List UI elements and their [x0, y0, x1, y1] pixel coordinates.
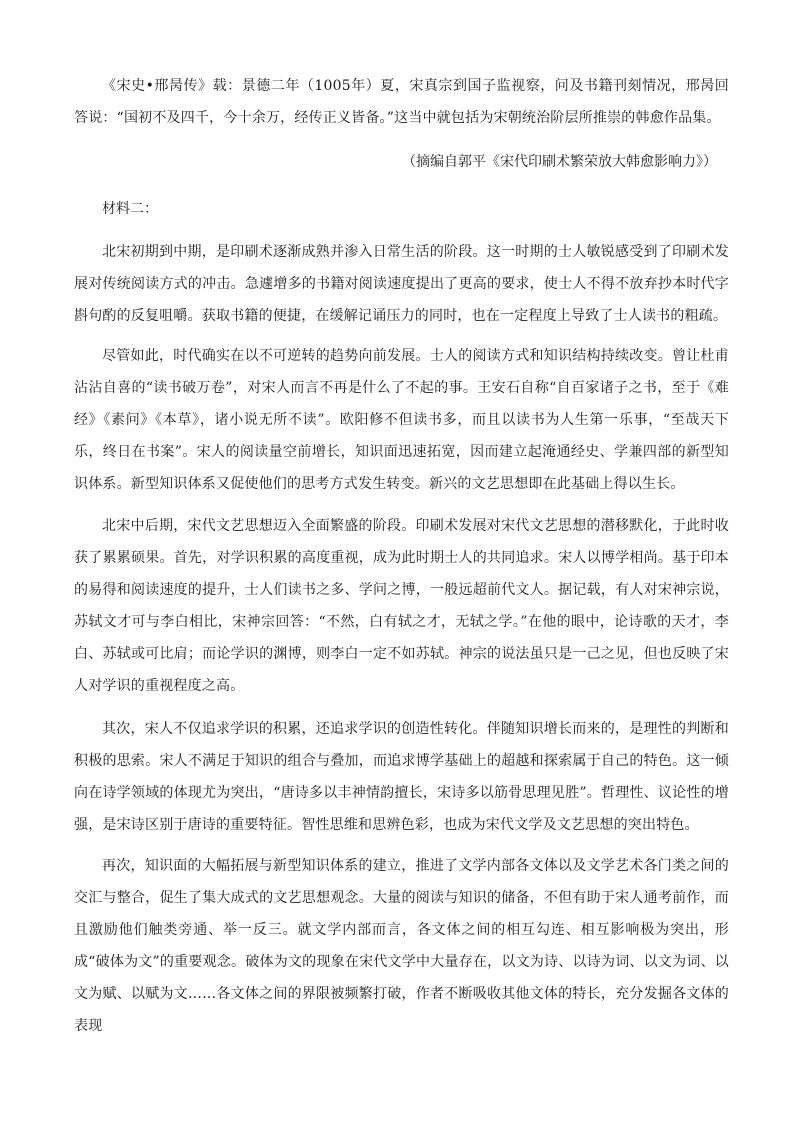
- paragraph-4: 北宋中后期，宋代文艺思想迈入全面繁盛的阶段。印刷术发展对宋代文艺思想的潜移默化，于此时收获了累累硕果。首先，对学识积累的高度重视，成为此时期士人的共同追求。宋人以博学相尚。基于印本的易得和阅读速度的提升，士人们读书之多、学问之博，一般远超前代文人。据记载，有人对宋神宗说，苏轼文才可与李白相比，宋神宗回答：“不然，白有轼之才，无轼之学。”在他的眼中，论诗歌的天才，李白、苏轼或可比肩；而论学识的渊博，则李白一定不如苏轼。神宗的说法虽只是一己之见，但也反映了宋人对学识的重视程度之高。: [74, 518, 729, 694]
- material-2-heading: 材料二：: [102, 201, 158, 217]
- paragraph-1: 《宋史•邢昺传》载：景德二年（1005年）夏，宋真宗到国子监视察，问及书籍刊刻情况，邢昺回答说：“国初不及四千，今十余万，经传正义皆备。”这当中就包括为宋朝统治阶层所推崇的韩愈作品集。: [74, 78, 729, 126]
- paragraph-2: 北宋初期到中期，是印刷术逐渐成熟并渗入日常生活的阶段。这一时期的士人敏锐感受到了印刷术发展对传统阅读方式的冲击。急遽增多的书籍对阅读速度提出了更高的要求，使士人不得不放弃抄本时代字斟句酌的反复咀嚼。获取书籍的便捷，在缓解记诵压力的同时，也在一定程度上导致了士人读书的粗疏。: [74, 244, 729, 324]
- paragraph-6: 再次，知识面的大幅拓展与新型知识体系的建立，推进了文学内部各文体以及文学艺术各门类之间的交汇与整合，促生了集大成式的文艺思想观念。大量的阅读与知识的储备，不但有助于宋人通考前作，而且激励他们触类旁通、举一反三。就文学内部而言，各文体之间的相互勾连、相互影响极为突出，形成“破体为文”的重要观念。破体为文的现象在宋代文学中大量存在，以文为诗、以诗为词、以文为词、以文为赋、以赋为文……各文体之间的界限被频繁打破，作者不断吸收其他文体的特长，充分发掘各文体的表现: [74, 858, 729, 1034]
- paragraph-3: 尽管如此，时代确实在以不可逆转的趋势向前发展。士人的阅读方式和知识结构持续改变。曾让杜甫沾沾自喜的“读书破万卷”，对宋人而言不再是什么了不起的事。王安石自称“自百家诸子之书，至于《难经》《素问》《本草》，诸小说无所不读”。欧阳修不但读书多，而且以读书为人生第一乐事，“至哉天下乐，终日在书案”。宋人的阅读量空前增长，知识面迅速拓宽，因而建立起淹通经史、学兼四部的新型知识体系。新型知识体系又促使他们的思考方式发生转变。新兴的文艺思想即在此基础上得以生长。: [74, 348, 729, 492]
- paragraph-5: 其次，宋人不仅追求学识的积累，还追求学识的创造性转化。伴随知识增长而来的，是理性的判断和积极的思索。宋人不满足于知识的组合与叠加，而追求博学基础上的超越和探索属于自己的特色。这一倾向在诗学领域的体现尤为突出，“唐诗多以丰神情韵擅长，宋诗多以筋骨思理见胜”。哲理性、议论性的增强，是宋诗区别于唐诗的重要特征。智性思维和思辨色彩，也成为宋代文学及文艺思想的突出特色。: [74, 721, 729, 833]
- source-attribution: （摘编自郭平《宋代印刷术繁荣放大韩愈影响力》）: [402, 154, 717, 170]
